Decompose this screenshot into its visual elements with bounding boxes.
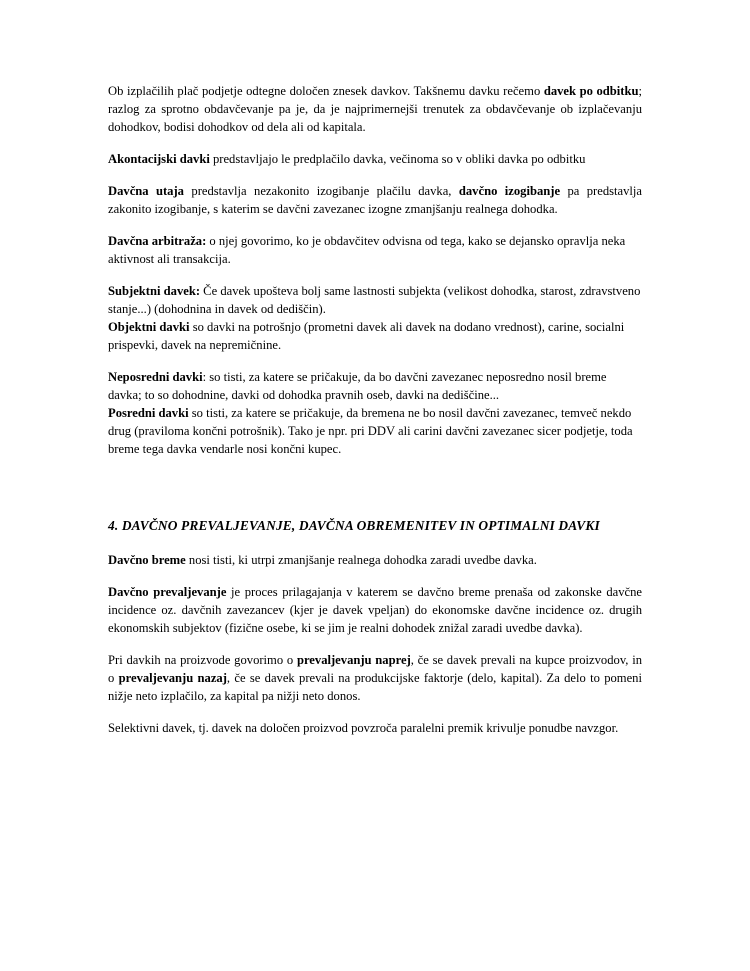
paragraph-p6: Neposredni davki: so tisti, za katere se pričakuje, da bo davčni zavezanec neposredno nosil breme davka; to so dohodnine, davki od dohodka pravnih oseb, davki na dediščine... Posredni davki so tisti, za katere se pričakuje, da bremena ne bo nosil davčni zavezanec, temveč nekdo drug (praviloma končni potrošnik). Tako je npr. pri DDV ali carini davčni zavezanec sicer podjetje, toda breme tega davka vendarle nosi končni kupec. bbox=[108, 370, 633, 456]
bold-run: prevaljevanju nazaj bbox=[118, 671, 227, 685]
paragraph-p7: Davčno breme nosi tisti, ki utrpi zmanjšanje realnega dohodka zaradi uvedbe davka. bbox=[108, 553, 537, 567]
document-text-body bbox=[108, 82, 642, 737]
paragraph-p10: Selektivni davek, tj. davek na določen proizvod povzroča paralelni premik krivulje ponudbe navzgor. bbox=[108, 721, 619, 735]
section-heading-4: 4. DAVČNO PREVALJEVANJE, DAVČNA OBREMENITEV IN OPTIMALNI DAVKI bbox=[108, 518, 600, 533]
bold-run: Objektni davki bbox=[108, 320, 190, 334]
paragraph-p9: Pri davkih na proizvode govorimo o prevaljevanju naprej, če se davek prevali na kupce proizvodov, in o prevaljevanju nazaj, če se davek prevali na produkcijske faktorje (delo, kapital). Za delo to pomeni nižje neto izplačilo, za kapital pa nižji neto donos. bbox=[108, 653, 642, 703]
paragraph-p2: Akontacijski davki predstavljajo le predplačilo davka, večinoma so v obliki davka po odbitku bbox=[108, 152, 586, 166]
paragraph-p5: Subjektni davek: Če davek upošteva bolj same lastnosti subjekta (velikost dohodka, starost, zdravstveno stanje...) (dohodnina in davek od dediščin). Objektni davki so davki na potrošnjo (prometni davek ali davek na dodano vrednost), carine, socialni prispevki, davek na nepremičnine. bbox=[108, 284, 641, 352]
paragraph-p8: Davčno prevaljevanje je proces prilagajanja v katerem se davčno breme prenaša od zakonske davčne incidence oz. davčnih zavezancev (kjer je davek vpeljan) do ekonomske davčne incidence oz. drugih ekonomskih subjektov (fizične osebe, ki se jim je realni dohodek znižal zaradi uvedbe davka). bbox=[108, 585, 642, 635]
bold-run: davčno izogibanje bbox=[458, 184, 561, 198]
bold-run: Akontacijski davki bbox=[108, 152, 210, 166]
bold-run: Davčno prevaljevanje bbox=[108, 585, 227, 599]
bold-run: Neposredni davki bbox=[108, 370, 203, 384]
bold-run: Posredni davki bbox=[108, 406, 189, 420]
paragraph-p1: Ob izplačilih plač podjetje odtegne določen znesek davkov. Takšnemu davku rečemo davek po odbitku; razlog za sprotno obdavčevanje pa je, da je najprimernejši trenutek za obdavčevanje ob izplačevanju dohodkov, bodisi dohodkov od dela ali od kapitala. bbox=[108, 84, 642, 134]
bold-run: Davčna arbitraža: bbox=[108, 234, 207, 248]
bold-run: Davčno breme bbox=[108, 553, 186, 567]
paragraph-group-before-heading bbox=[108, 82, 642, 458]
paragraph-p3: Davčna utaja predstavlja nezakonito izogibanje plačilu davka, davčno izogibanje pa predstavlja zakonito izogibanje, s katerim se davčni zavezanec izogne zmanjšanju realnega dohodka. bbox=[108, 184, 642, 216]
paragraph-group-after-heading bbox=[108, 551, 642, 737]
bold-run: davek po odbitku bbox=[543, 84, 639, 98]
bold-run: prevaljevanju naprej bbox=[296, 653, 411, 667]
bold-run: Subjektni davek: bbox=[108, 284, 201, 298]
paragraph-p4: Davčna arbitraža: o njej govorimo, ko je obdavčitev odvisna od tega, kako se dejansko opravlja neka aktivnost ali transakcija. bbox=[108, 234, 626, 266]
heading-top-spacer bbox=[108, 458, 642, 516]
bold-run: Davčna utaja bbox=[108, 184, 184, 198]
